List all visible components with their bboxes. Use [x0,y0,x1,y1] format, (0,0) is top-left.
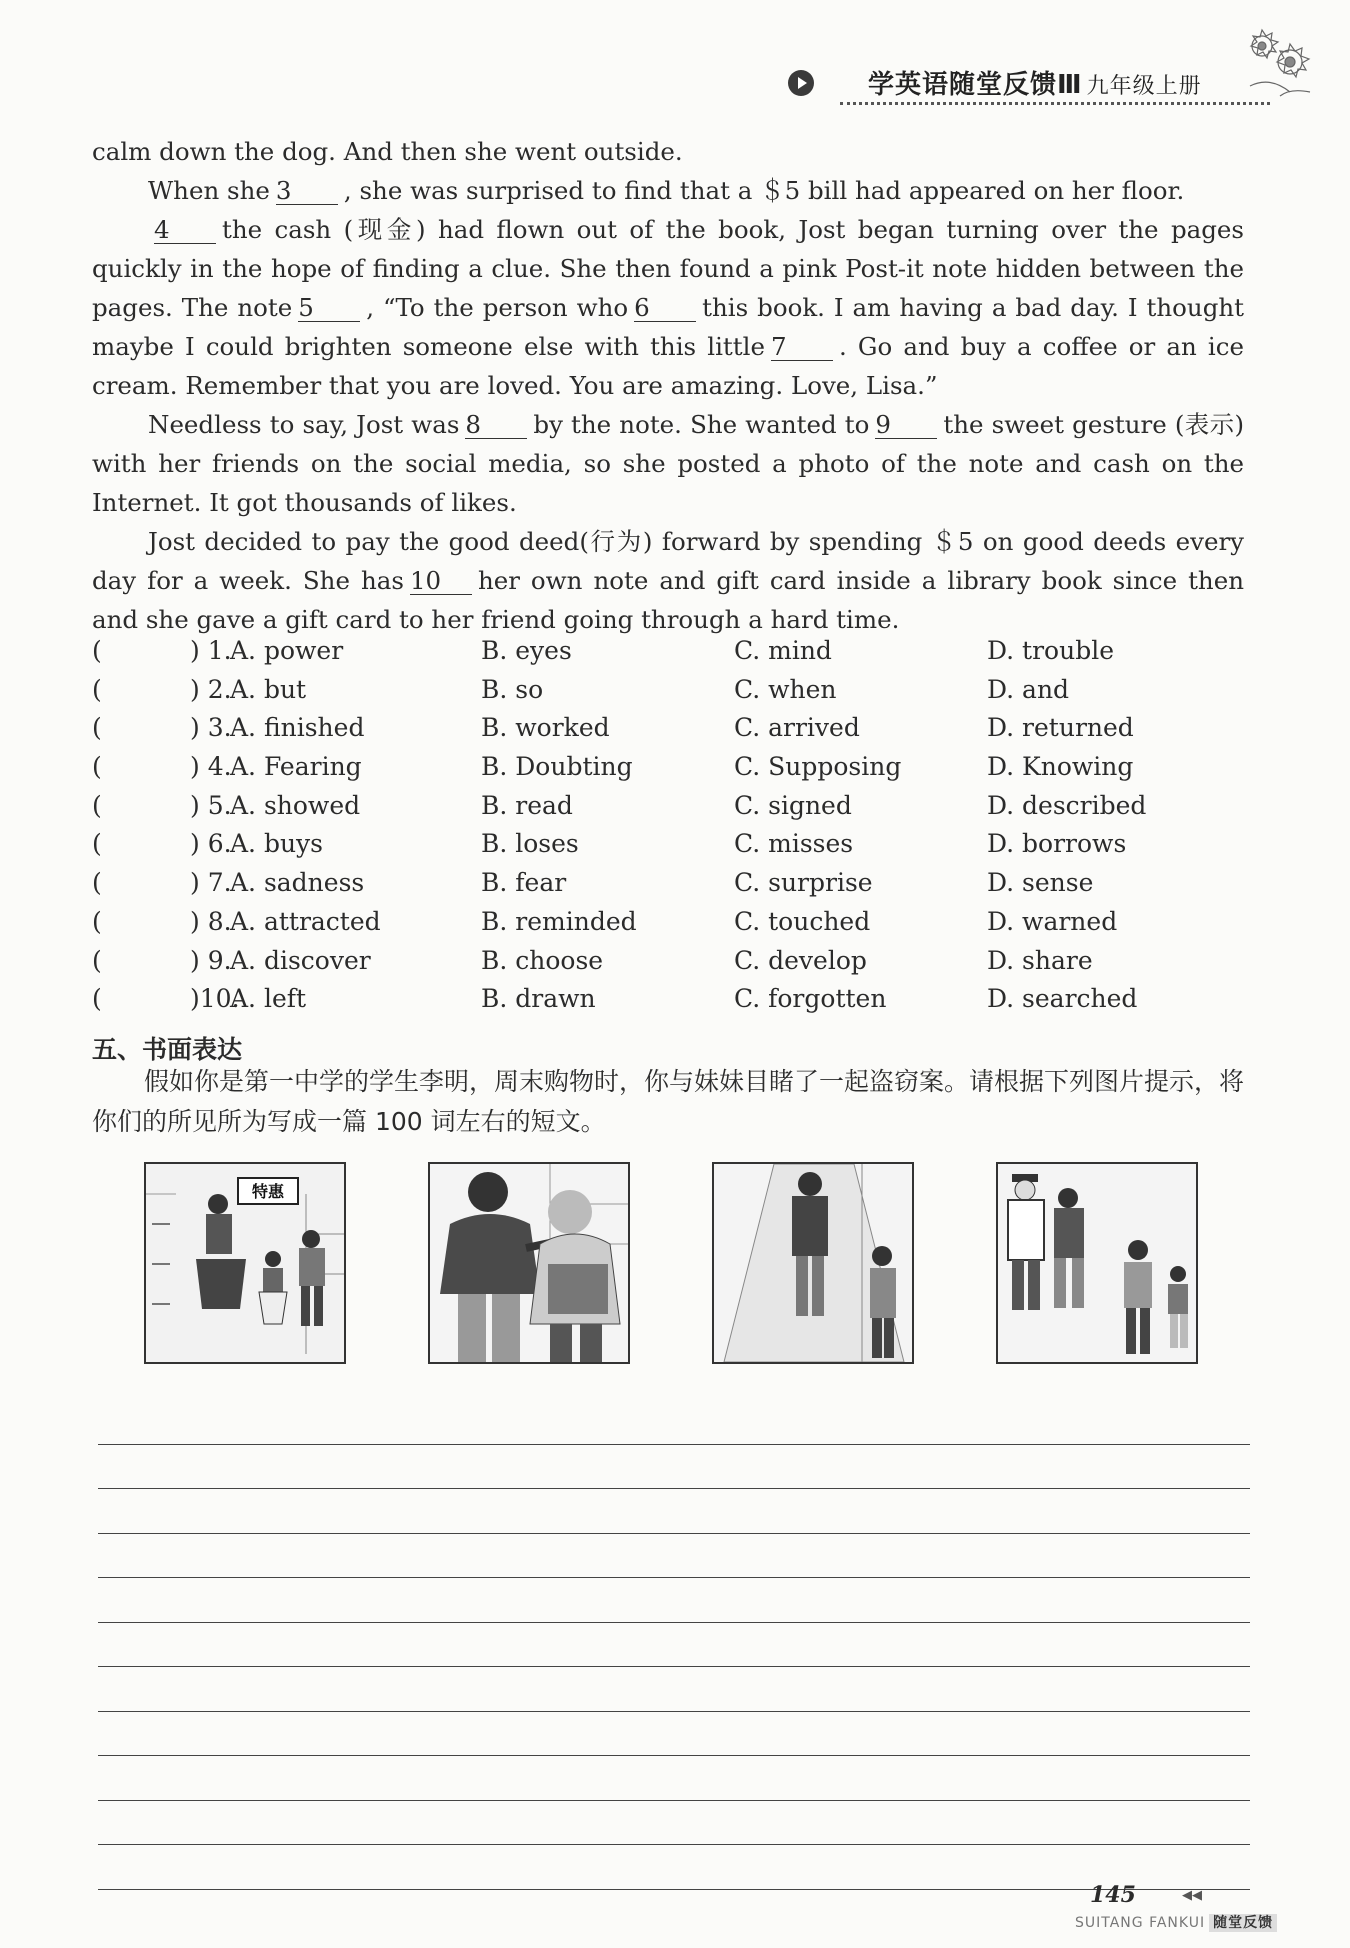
answer-bracket[interactable]: ( [92,984,102,1014]
option-d[interactable]: D. share [987,945,1093,975]
option-row-5 [92,791,1272,830]
option-c[interactable]: C. Supposing [734,752,902,782]
blank-4[interactable]: 4 [154,217,216,244]
passage-paragraph-4 [92,522,1244,639]
writing-line[interactable] [98,1623,1250,1668]
option-c[interactable]: C. arrived [734,713,860,743]
option-b[interactable]: B. so [481,674,544,704]
option-d[interactable]: D. searched [987,984,1138,1014]
option-b[interactable]: B. loses [481,829,579,859]
writing-line[interactable] [98,1667,1250,1712]
writing-line[interactable] [98,1534,1250,1579]
passage-paragraph-2 [92,210,1244,405]
option-a[interactable]: A. attracted [230,906,381,936]
play-icon [788,70,814,96]
option-d[interactable]: D. trouble [987,636,1114,665]
question-number: ) 9. [190,945,232,975]
option-c[interactable]: C. surprise [734,868,873,898]
passage-line-0: calm down the dog. And then she went outside. [92,137,683,166]
writing-line[interactable] [98,1801,1250,1846]
option-a[interactable]: A. power [230,636,344,665]
question-number: ) 3. [190,713,232,743]
passage [92,132,1244,639]
passage-text: . Go and buy a coffee or an ice cream. Remember that you are loved. You are amazing. Love, Lisa.” [92,332,1244,400]
blank-9[interactable]: 9 [875,412,937,439]
question-number: ) 2. [190,674,232,704]
question-number: ) 8. [190,906,232,936]
question-number: ) 1. [190,636,232,665]
question-number: )10. [190,984,240,1014]
option-b[interactable]: B. reminded [481,906,637,936]
passage-text: this book. I am having a bad day. I thought maybe I could brighten someone else with this little [92,293,1245,361]
writing-prompt-text: 假如你是第一中学的学生李明，周末购物时，你与妹妹目睹了一起盗窃案。请根据下列图片提示，将你们的所见所为写成一篇 100 词左右的短文。 [92,1067,1245,1136]
blank-6[interactable]: 6 [634,295,696,322]
option-c[interactable]: C. forgotten [734,984,887,1014]
option-b[interactable]: B. read [481,790,573,820]
page-number: 145 [1090,1882,1136,1908]
flower-decoration-icon [1230,16,1330,116]
option-c[interactable]: C. develop [734,945,867,975]
option-row-9 [92,946,1272,985]
option-a[interactable]: A. showed [230,790,361,820]
option-row-10 [92,984,1272,1023]
option-a[interactable]: A. but [230,674,307,704]
passage-text: by the note. She wanted to [533,410,870,439]
option-d[interactable]: D. sense [987,868,1094,898]
page-header [780,52,1300,112]
writing-line[interactable] [98,1845,1250,1890]
option-row-8 [92,907,1272,946]
option-d[interactable]: D. described [987,790,1147,820]
writing-line[interactable] [98,1489,1250,1534]
picture-1-shop-scene [144,1162,346,1364]
answer-bracket[interactable]: ( [92,752,102,782]
option-row-1 [92,636,1272,675]
option-a[interactable]: A. left [230,984,307,1014]
footer-brand-cn: 随堂反馈 [1209,1914,1277,1932]
blank-8[interactable]: 8 [465,412,527,439]
passage-text: When she [148,176,270,205]
option-b[interactable]: B. worked [481,713,610,743]
book-title [868,64,1202,101]
blank-7[interactable]: 7 [771,334,833,361]
option-b[interactable]: B. Doubting [481,752,633,782]
writing-line[interactable] [98,1578,1250,1623]
answer-bracket[interactable]: ( [92,906,102,936]
passage-text: the sweet gesture (表示) with her friends on the social media, so she posted a photo of the note and cash on the Internet. It got thousands of likes. [92,410,1244,517]
writing-prompt [92,1062,1252,1142]
option-b[interactable]: B. fear [481,868,567,898]
passage-text: her own note and gift card inside a library book since then and she gave a gift card to her friend going through a hard time. [92,566,1244,634]
option-row-3 [92,713,1272,752]
option-row-7 [92,868,1272,907]
option-c[interactable]: C. mind [734,636,832,665]
question-number: ) 5. [190,790,232,820]
arrow-left-icon: ◀◀ [1182,1888,1202,1903]
option-d[interactable]: D. and [987,674,1070,704]
passage-paragraph-3 [92,405,1244,522]
option-d[interactable]: D. borrows [987,829,1127,859]
blank-10[interactable]: 10 [410,568,472,595]
passage-text: the cash (现金) had flown out of the book, Jost began turning over the pages quickly in the hope of finding a clue. She then found a pink Post-it note hidden between the pages. The note [92,215,1244,322]
option-a[interactable]: A. discover [230,945,371,975]
passage-paragraph-1 [92,171,1244,210]
question-number: ) 6. [190,829,232,859]
blank-5[interactable]: 5 [298,295,360,322]
answer-bracket[interactable]: ( [92,868,102,898]
question-number: ) 7. [190,868,232,898]
answer-bracket[interactable]: ( [92,945,102,975]
option-c[interactable]: C. misses [734,829,854,859]
writing-line[interactable] [98,1445,1250,1490]
blank-3[interactable]: 3 [276,178,338,205]
book-title-grade: 九年级上册 [1086,74,1202,99]
option-row-4 [92,752,1272,791]
option-a[interactable]: A. Fearing [230,752,362,782]
writing-line[interactable] [98,1400,1250,1445]
passage-text: , “To the person who [366,293,629,322]
option-b[interactable]: B. eyes [481,636,572,665]
passage-text: , she was surprised to find that a ＄5 bill had appeared on her floor. [343,176,1185,205]
option-a[interactable]: A. buys [230,829,324,859]
picture-2-pickpocket [428,1162,630,1364]
passage-text: Needless to say, Jost was [148,410,460,439]
option-d[interactable]: D. returned [987,713,1134,743]
answer-bracket[interactable]: ( [92,829,102,859]
answer-bracket[interactable]: ( [92,713,102,743]
section-title: 五、书面表达 [92,1035,243,1064]
option-c[interactable]: C. when [734,674,837,704]
picture-4-police-arrest [996,1162,1198,1364]
option-b[interactable]: B. choose [481,945,604,975]
answer-bracket[interactable]: ( [92,636,102,665]
option-a[interactable]: A. sadness [230,868,365,898]
answer-bracket[interactable]: ( [92,790,102,820]
options-list [92,636,1272,1023]
option-d[interactable]: D. warned [987,906,1118,936]
option-row-6 [92,829,1272,868]
writing-line[interactable] [98,1756,1250,1801]
footer-brand [1075,1912,1277,1932]
writing-line[interactable] [98,1712,1250,1757]
option-d[interactable]: D. Knowing [987,752,1134,782]
option-row-2 [92,675,1272,714]
option-b[interactable]: B. drawn [481,984,596,1014]
writing-area[interactable] [98,1400,1250,1890]
footer-brand-en: SUITANG FANKUI [1075,1915,1206,1931]
picture-3-thief-leaving [712,1162,914,1364]
answer-bracket[interactable]: ( [92,674,102,704]
question-number: ) 4. [190,752,232,782]
book-title-main: 学英语随堂反馈Ⅲ [868,70,1083,100]
sign-text: 特惠 [251,1182,285,1201]
option-a[interactable]: A. finished [230,713,365,743]
option-c[interactable]: C. touched [734,906,871,936]
header-dotted-rule [840,102,1270,105]
option-c[interactable]: C. signed [734,790,852,820]
passage-text: Jost decided to pay the good deed(行为) forward by spending ＄5 on good deeds every day for a week. She has [92,527,1244,595]
